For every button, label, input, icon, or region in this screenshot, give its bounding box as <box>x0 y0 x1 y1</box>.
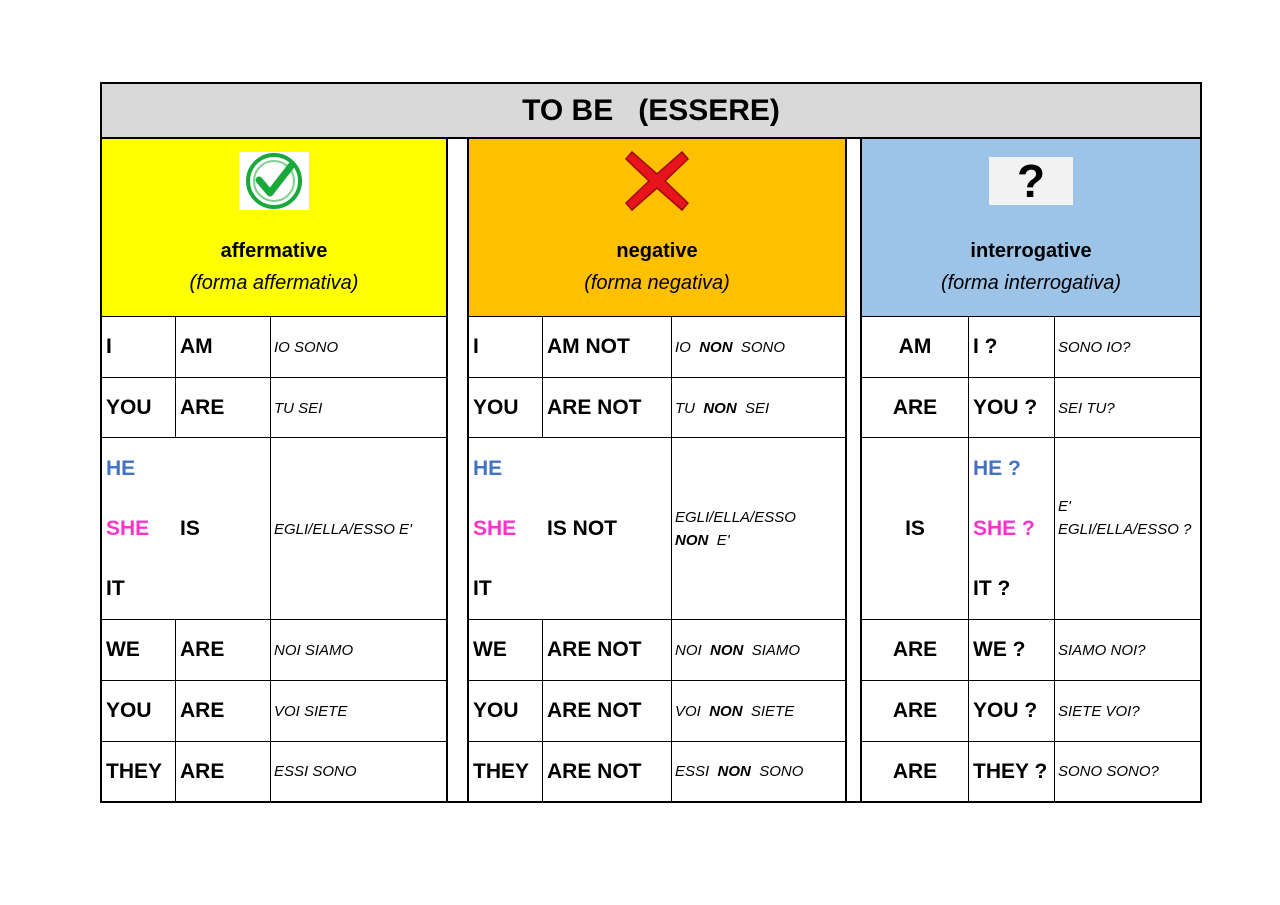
translation-io-sono: IO SONO <box>274 338 339 356</box>
translation-io-non-sono: IO NON SONO <box>675 338 786 356</box>
subject-she: SHE ? <box>973 517 1035 540</box>
verb-am-not: AM NOT <box>547 335 630 358</box>
subject-he: HE <box>473 457 503 480</box>
translation-egli-non-e: EGLI/ELLA/ESSO NON E' <box>675 509 796 549</box>
interrogative-header <box>862 222 1200 317</box>
subject-you-plural: YOU ? <box>973 699 1038 722</box>
subject-i: I ? <box>973 335 998 358</box>
translation-noi-non-siamo: NOI NON SIAMO <box>675 641 801 659</box>
verb-are: ARE <box>180 759 225 783</box>
subject-you: YOU ? <box>973 396 1038 419</box>
negative-column <box>467 139 847 803</box>
translation-tu-non-sei: TU NON SEI <box>675 399 770 417</box>
verb-is-not: IS NOT <box>547 517 618 540</box>
translation-sono-sono: SONO SONO? <box>1058 763 1159 780</box>
verb-are-not: ARE NOT <box>547 759 642 783</box>
verb-are: ARE <box>892 759 938 783</box>
question-mark-icon: ? <box>989 157 1073 205</box>
subject-they: THEY <box>106 759 163 783</box>
subject-he: HE ? <box>973 457 1021 480</box>
translation-voi-siete: VOI SIETE <box>274 702 348 720</box>
translation-e-egli: E' EGLI/ELLA/ESSO ? <box>1058 498 1192 538</box>
affirmative-header <box>102 222 446 317</box>
subject-it: IT <box>106 577 125 600</box>
subject-it: IT <box>473 577 492 600</box>
translation-sono-io: SONO IO? <box>1058 338 1131 356</box>
interrogative-heading: interrogative <box>970 240 1092 262</box>
translation-essi-non-sono: ESSI NON SONO <box>675 763 804 780</box>
translation-siete-voi: SIETE VOI? <box>1058 702 1140 720</box>
subject-we: WE ? <box>973 638 1026 661</box>
affirmative-subheading: (forma affermativa) <box>189 272 359 294</box>
interrogative-column <box>860 139 1202 803</box>
negative-header <box>469 222 845 317</box>
translation-egli-e: EGLI/ELLA/ESSO E' <box>274 520 412 538</box>
verb-am: AM <box>898 335 932 358</box>
check-icon <box>239 152 309 210</box>
verb-is: IS <box>905 517 925 540</box>
verb-are: ARE <box>180 638 225 661</box>
subject-you: YOU <box>473 396 519 419</box>
subject-we: WE <box>106 638 140 661</box>
translation-voi-non-siete: VOI NON SIETE <box>675 702 795 720</box>
verb-are: ARE <box>892 396 938 419</box>
affirmative-heading: affermative <box>220 240 328 262</box>
subject-you-plural: YOU <box>473 699 519 722</box>
subject-it: IT ? <box>973 577 1011 600</box>
subject-you: YOU <box>106 396 152 419</box>
subject-they: THEY ? <box>973 759 1048 783</box>
subject-i: I <box>106 335 112 358</box>
affirmative-column <box>100 139 448 803</box>
verb-are-not: ARE NOT <box>547 638 642 661</box>
cross-icon <box>624 150 690 212</box>
interrogative-subheading: (forma interrogativa) <box>940 272 1122 294</box>
subject-he: HE <box>106 457 136 480</box>
verb-are: ARE <box>180 396 225 419</box>
subject-you-plural: YOU <box>106 699 152 722</box>
verb-are-not: ARE NOT <box>547 396 642 419</box>
negative-heading: negative <box>616 240 698 262</box>
verb-are-not: ARE NOT <box>547 699 642 722</box>
verb-are: ARE <box>892 699 938 722</box>
translation-essi-sono: ESSI SONO <box>274 763 357 780</box>
affirmative-icon-cell <box>102 139 446 223</box>
translation-noi-siamo: NOI SIAMO <box>274 641 354 659</box>
subject-she: SHE <box>106 517 150 540</box>
translation-tu-sei: TU SEI <box>274 399 323 417</box>
verb-are: ARE <box>180 699 225 722</box>
interrogative-icon-cell <box>862 139 1200 223</box>
verb-is: IS <box>180 517 200 540</box>
negative-subheading: (forma negativa) <box>584 272 730 294</box>
table-title: TO BE (ESSERE) <box>100 82 1202 139</box>
subject-i: I <box>473 335 479 358</box>
negative-icon-cell <box>469 139 845 223</box>
subject-they: THEY <box>473 759 530 783</box>
verb-am: AM <box>180 335 213 358</box>
subject-we: WE <box>473 638 507 661</box>
translation-siamo-noi: SIAMO NOI? <box>1058 641 1146 659</box>
verb-are: ARE <box>892 638 938 661</box>
translation-sei-tu: SEI TU? <box>1058 399 1115 417</box>
subject-she: SHE <box>473 517 517 540</box>
